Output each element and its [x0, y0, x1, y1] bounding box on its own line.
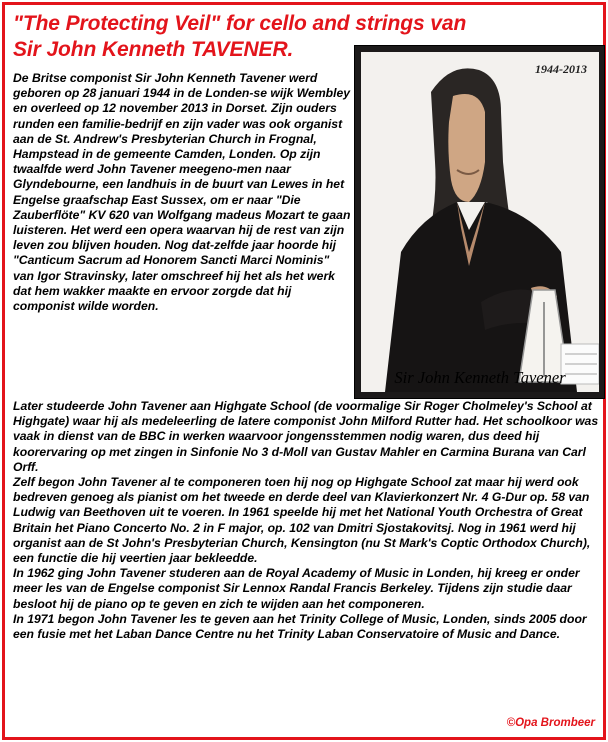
paragraph-3: Zelf begon John Tavener al te componeren toen hij nog op Highgate School zat maar hij werd ook bedreven genoeg als pianist om het tweede en derde deel van Klavierkonzert Nr. 4 G-Dur op. 58 van Ludwig van Beethoven uit te voeren. In 1961 speelde hij met het National Youth Orchestra of Great Britain het Piano Concerto No. 2 in F major, op. 102 van Dmitri Sjostakovitsj. Nog in 1961 werd hij organist aan de St John's Presbyterian Church, Kensington (nu St Mark's Coptic Orthodox Church), een functie die hij veertien jaar bekleedde. — [13, 475, 591, 566]
life-years: 1944-2013 — [535, 62, 587, 76]
photo-frame — [354, 45, 605, 399]
composer-photo — [361, 52, 599, 392]
paragraph-4: In 1962 ging John Tavener studeren aan de Royal Academy of Music in Londen, hij kreeg er onder meer les van de Engelse componist Sir Lennox Randal Francis Berkeley. Tijdens zijn studie daar besloot hij de piano op te geven en zich te wijden aan het componeren. — [13, 566, 580, 611]
title-line-1: "The Protecting Veil" for cello and strings van — [13, 12, 467, 35]
body-text — [13, 399, 601, 642]
intro-text — [13, 71, 353, 314]
title-line-2: Sir John Kenneth TAVENER. — [13, 38, 294, 61]
composer-portrait-image — [361, 52, 599, 392]
paragraph-2: Later studeerde John Tavener aan Highgate School (de voormalige Sir Roger Cholmeley's School at Highgate) waar hij als medeleerling de latere componist John Milford Rutter had. Het schoolkoor was vaak in dienst van de BBC in werken waarvoor jongensstemmen nodig waren, dus deed hij koorervaring op met zingen in Sinfonie No 3 d-Moll van Gustav Mahler en Carmina Burana van Carl Orff. — [13, 399, 599, 474]
paragraph-5: In 1971 begon John Tavener les te geven aan het Trinity College of Music, Londen, sinds 2005 door een fusie met het Laban Dance Centre nu het Trinity Laban Conservatoire of Music and Dance. — [13, 611, 587, 642]
photo-caption: Sir John Kenneth Tavener — [394, 368, 566, 387]
poster-frame — [2, 2, 606, 740]
paragraph-1: De Britse componist Sir John Kenneth Tavener werd geboren op 28 januari 1944 in de Londen-se wijk Wembley en overleed op 12 november 2013 in Dorset. Zijn ouders runden een familie-bedrijf en zijn vader was ook organist aan de St. Andrew's Presbyterian Church in Frognal, Hampstead in de gemeente Camden, Londen. Op zijn twaalfde werd John Tavener meegeno-men naar Glyndebourne, een landhuis in de buurt van Lewes in het Engelse graafschap East Sussex, om er naar "Die Zauberflöte" KV 620 van Wolfgang madeus Mozart te gaan luisteren. Het werd een opera waarvan hij de rest van zijn leven zou blijven houden. Nog dat-zelfde jaar hoorde hij "Canticum Sacrum ad Honorem Sancti Marci Nominis" van Igor Stravinsky, later omschreef hij het als het werk dat hem wakker maakte en ervoor zorgde dat hij componist wilde worden. — [13, 71, 351, 314]
copyright-notice: ©Opa Brombeer — [506, 717, 595, 729]
